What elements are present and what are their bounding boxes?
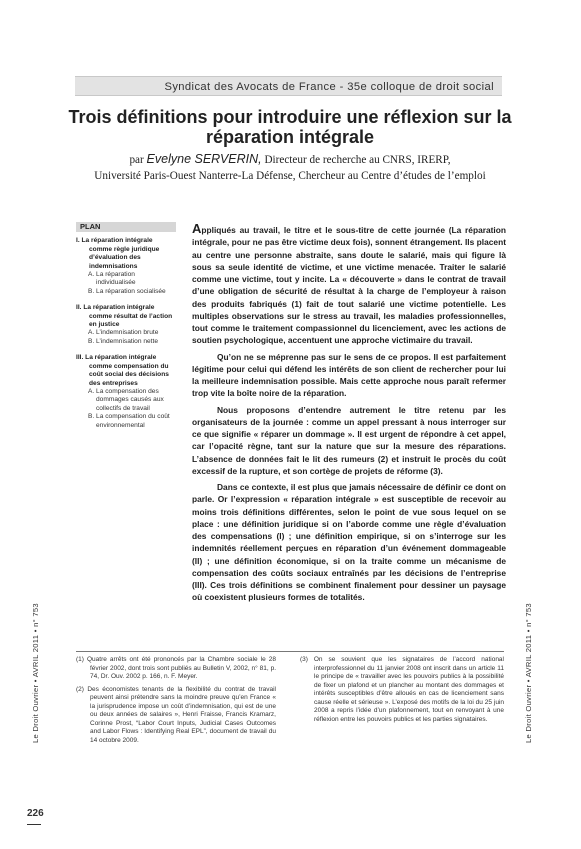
author-name: Evelyne SERVERIN, bbox=[146, 152, 262, 166]
plan-item: A. La réparation individualisée bbox=[88, 271, 136, 287]
footnotes-right bbox=[300, 656, 504, 728]
footnote-divider bbox=[76, 651, 504, 652]
paragraph: Nous proposons d’entendre autrement le titre retenu par les organisateurs de la journée : comme un appel pressant à nous interroger sur ce que signifie « réparer un dommage ». Il est urgent de répondre à cet appel, car l’opacité règne, tant sur la nature que sur la mesure des réparations. L’absence de données fait le lit des rumeurs (2) et instruit le procès du coût excessif de la rupture, et son cortège de projets de réforme (3). bbox=[192, 404, 506, 476]
plan-item: B. L’indemnisation nette bbox=[88, 337, 159, 345]
running-header: Syndicat des Avocats de France - 35e colloque de droit social bbox=[75, 76, 502, 96]
plan-item: B. La compensation du coût environnemental bbox=[88, 413, 170, 429]
plan-title: PLAN bbox=[76, 222, 176, 232]
footnote: (2) Des économistes tenants de la flexibilité du contrat de travail peuvent ainsi prétendre sans la moindre preuve qu’en France « la jurisprudence impose un coût d’indemnisation, qui est de une ou deux années de salaires », Henri Fraisse, Francis Kramarz, Corinne Prost, “Labor Court Inputs, Judicial Cases Outcomes and Labor Flows : Identifying Real EPL”, document de travail du 14 octobre 2009. bbox=[76, 685, 276, 744]
page-number-rule bbox=[27, 824, 41, 825]
journal-side-label-left: Le Droit Ouvrier • AVRIL 2011 • n° 753 bbox=[31, 603, 40, 743]
paragraph: Qu’on ne se méprenne pas sur le sens de ce propos. Il est parfaitement légitime pour celui qui défend les intérêts de son client de rechercher pour lui la meilleure indemnisation possible. Mais cette approche nous paraît refermer trop vite la boîte noire de la réparation. bbox=[192, 351, 506, 399]
plan-item: A. La compensation des dommages causés aux collectifs de travail bbox=[88, 387, 164, 412]
plan-section bbox=[76, 354, 176, 430]
author-affiliation-1: Directeur de recherche au CNRS, IRERP, bbox=[261, 154, 451, 166]
plan-section bbox=[76, 304, 176, 346]
byline-prefix: par bbox=[129, 154, 147, 166]
footnote: (1) Quatre arrêts ont été prononcés par la Chambre sociale le 28 février 2002, dont trois sont publiés au Bulletin V, 2002, n° 81, p. 74, Dr. Ouv. 2002 p. 166, n. F. Meyer. bbox=[76, 656, 276, 680]
page-number: 226 bbox=[27, 808, 44, 819]
footnote: (3) On se souvient que les signataires de l’accord national interprofessionnel du 11 janvier 2008 ont inscrit dans un article 11 le principe de « travailler avec les pouvoirs publics à la possibilité de fixer un plafond et un plancher au montant des dommages et intérêts susceptibles d’être alloués en cas de licenciement sans cause réelle et sérieuse ». L’exposé des motifs de la loi du 25 juin 2008 a repris l’idée d’un plafonnement, tout en renvoyant à une réflexion entre les pouvoirs publics et les parties signataires. bbox=[300, 656, 504, 723]
drop-cap: A bbox=[192, 221, 202, 236]
article-title: Trois définitions pour introduire une réflexion sur la réparation intégrale bbox=[68, 107, 512, 147]
paragraph: Dans ce contexte, il est plus que jamais nécessaire de définir ce dont on parle. Or l’expression « réparation intégrale » est susceptible de recevoir au moins trois définitions différentes, selon le point de vue sous lequel on se place : une définition juridique si on l’aborde comme une règle d’évaluation des compensations (I) ; une définition empirique, si on s’interroge sur les indemnités réellement perçues en réparation d’un événement dommageable (II) ; une définition économique, si on la traite comme un mécanisme de compensation des coûts sociaux entraînés par les décisions de l’entreprise (III). Ces trois définitions se combinent finalement pour dessiner un paysage où coexistent plusieurs formes de totalités. bbox=[192, 482, 506, 603]
paragraph-text: ppliqués au travail, le titre et le sous-titre de cette journée (La réparation intégrale, pour ne pas être victime deux fois), sonnent étrangement. Ils placent au centre une personne abstraite, sans doute le salarié, mais qui figure là sous sa seule identité de victime, et une victime menacée. Traiter le salarié comme une victime, tout y incite. La « découverte » dans le contrat de travail d’une obligation de sécurité de résultat à la charge de l’employeur à raison des produits fabriqués (1) fait de tout salarié une victime potentielle. Les multiples observations sur le stress au travail, les maladies professionnelles, tout comme le traitement compassionnel du licenciement, avec les actions de soutien psychologique, accentuent une approche victimaire du travail. bbox=[192, 225, 506, 346]
plan-section-heading: III. La réparation intégrale comme compensation du coût social des décisions des entreprises bbox=[76, 354, 169, 387]
paragraph bbox=[192, 223, 506, 347]
plan-section-heading: I. La réparation intégrale comme règle juridique d’évaluation des indemnisations bbox=[76, 237, 160, 270]
footnotes-left bbox=[76, 656, 276, 749]
author-affiliation-2: Université Paris-Ouest Nanterre-La Défense, Chercheur au Centre d’études de l’emploi bbox=[94, 169, 486, 182]
plan-item: B. La réparation socialisée bbox=[88, 287, 166, 295]
byline bbox=[40, 152, 540, 184]
article-body bbox=[192, 223, 506, 608]
plan-section bbox=[76, 237, 176, 296]
plan-item: A. L’indemnisation brute bbox=[88, 329, 159, 337]
plan-section-heading: II. La réparation intégrale comme résultat de l’action en justice bbox=[76, 304, 173, 329]
plan-box bbox=[76, 222, 176, 438]
journal-side-label-right: Le Droit Ouvrier • AVRIL 2011 • n° 753 bbox=[524, 603, 533, 743]
